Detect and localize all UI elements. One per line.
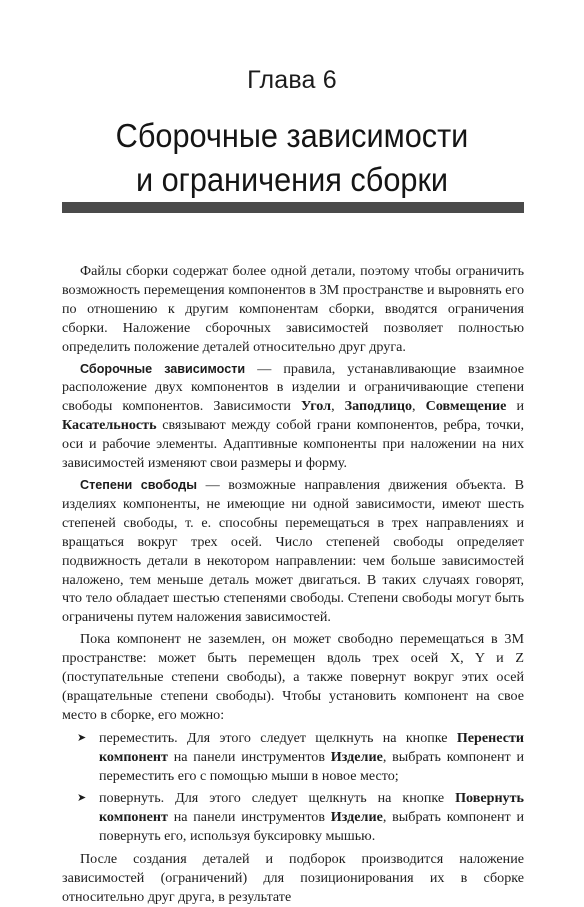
term-assembly-constraints: Сборочные зависимости [80,361,246,376]
text-run: связывают между собой грани компонентов, ребра, точки, оси и рабочие элементы. Адаптивные компоненты при наложении на них зависимостей изменяют свои размеры и форму. [62,417,524,472]
chapter-label: Глава 6 [247,66,337,94]
text-run: — правила, устанавливающие взаимное расположение двух компонентов в изделии и ограничивающие степени свободы компонентов. Зависимости [62,360,524,415]
constraint-mate: Совмещение [425,398,507,415]
text-run: переместить. Для этого следует щелкнуть на кнопке [99,729,457,746]
toolbar-name-product: Изделие [330,748,383,765]
title-underline-bar [62,202,524,213]
toolbar-name-product: Изделие [330,809,383,826]
text-run: , [412,398,426,415]
command-rotate-component: Повернуть компонент [99,790,524,826]
paragraph-degrees-of-freedom [62,476,524,627]
text-run: , выбрать компонент и повернуть его, используя буксировку мышью. [99,809,524,845]
command-move-component: Перенести компонент [99,729,524,765]
text-run: на панели инструментов [167,748,331,765]
body-text [62,262,524,907]
text-run: — возможные направления движения объекта. В изделиях компоненты, не имеющие ни одной зависимости, имеют шесть степеней свободы, т. е. способны перемещаться в трех направлениях и вращаться вокруг трех осей. Число степеней свободы определяет подвижность детали в некотором направлении: чем больше зависимостей наложено, тем меньше деталь может двигаться. В таких случаях говорят, что тело обладает шестью степенями свободы. Степени свободы могут быть ограничены путем наложения зависимостей. [62,476,524,626]
constraint-flush: Заподлицо [344,398,413,415]
term-degrees-of-freedom: Степени свободы [80,477,198,492]
paragraph-constraints-creation: После создания деталей и подборок производится наложение зависимостей (ограничений) для позиционирования их в сборке относительно друг друга, в результате [62,851,524,905]
constraint-angle: Угол [301,398,332,415]
text-run: , [331,398,345,415]
text-run: и [506,398,524,415]
bullet-item-rotate [62,789,524,846]
text-run: на панели инструментов [167,809,331,826]
chapter-title [20,114,563,202]
arrow-bullet-icon: ➤ [77,791,87,805]
bullet-item-move [62,729,524,786]
paragraph-component-movement: Пока компонент не заземлен, он может свободно перемещаться в 3М пространстве: может быть перемещен вдоль трех осей X, Y и Z (поступательные степени свободы), а также повернут вокруг этих осей (вращательные степени свободы). Чтобы установить компонент на свое место в сборке, его можно: [62,631,524,723]
constraint-tangent: Касательность [62,417,157,434]
text-run: , выбрать компонент и переместить его с помощью мыши в новое место; [99,748,524,784]
arrow-bullet-icon: ➤ [77,730,87,744]
chapter-title-line-2: и ограничения сборки [135,161,449,198]
bullet-list [62,729,524,846]
chapter-title-line-1: Сборочные зависимости [115,117,469,154]
paragraph-intro: Файлы сборки содержат более одной детали, поэтому чтобы ограничить возможность перемещения компонентов в 3М пространстве и выровнять его по отношению к другим компонентам сборки, вводятся ограничения сборки. Наложение сборочных зависимостей позволяет полностью определить положение деталей относительно друг друга. [62,263,524,355]
paragraph-assembly-constraints [62,360,524,473]
text-run: повернуть. Для этого следует щелкнуть на кнопке [99,790,456,807]
